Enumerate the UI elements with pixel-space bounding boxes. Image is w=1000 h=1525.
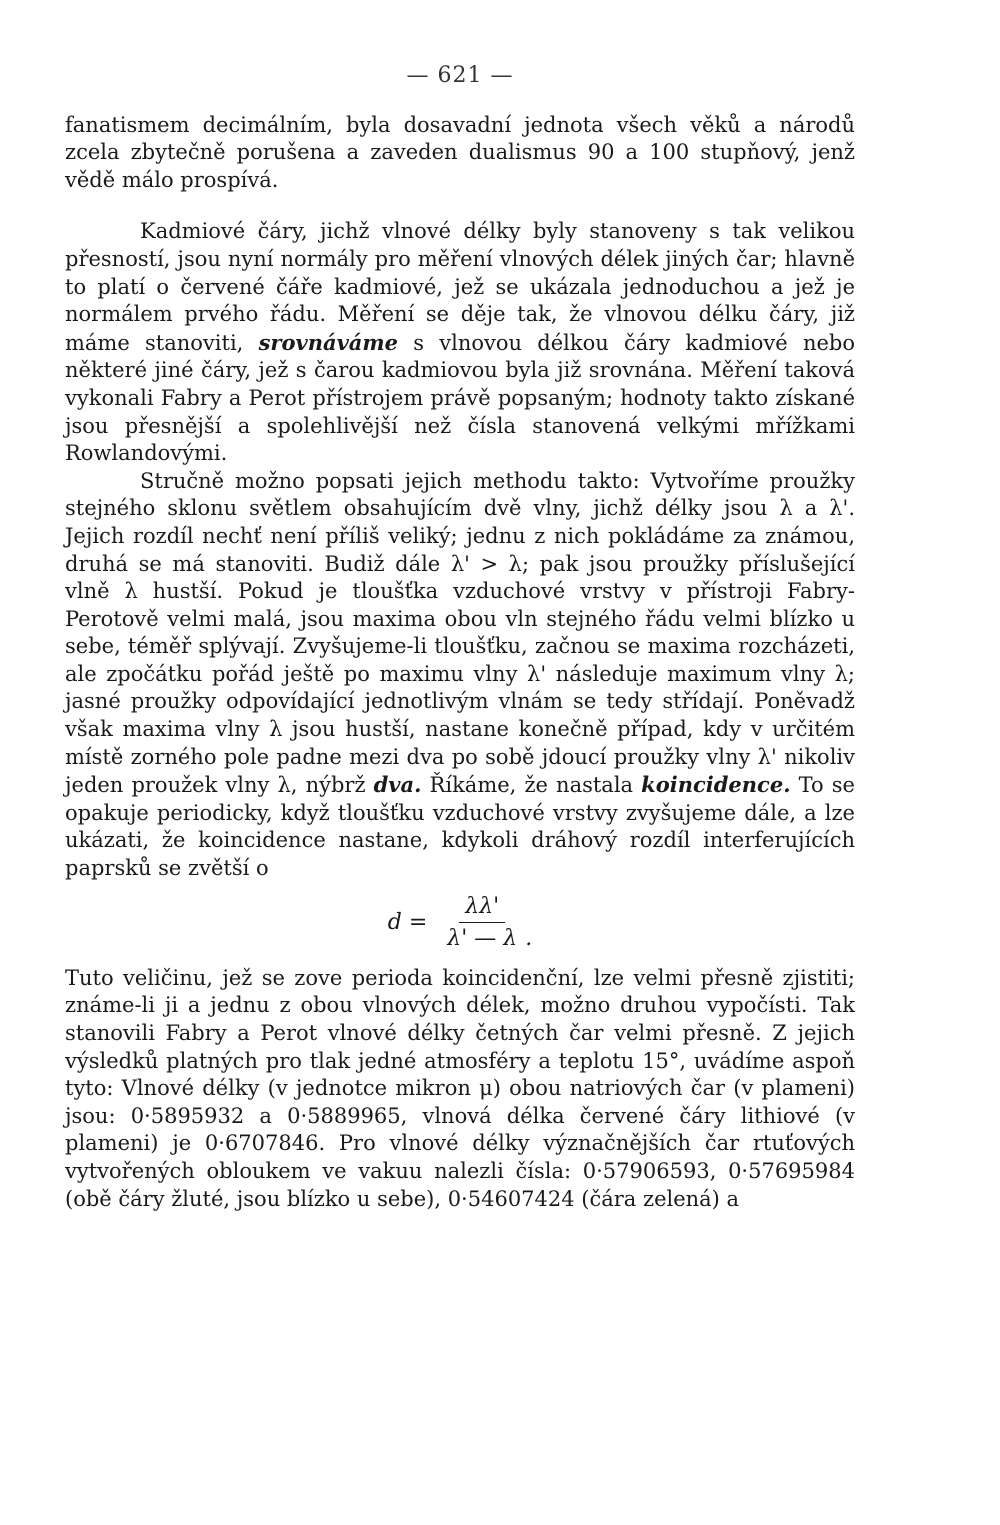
paragraph-2	[65, 218, 855, 467]
formula-lhs: d =	[387, 909, 428, 935]
paragraph-3	[65, 468, 855, 883]
formula-period	[65, 893, 855, 953]
paragraph-3-rest: To se opakuje periodicky, když tloušťku vzduchové vrstvy zvyšujeme dále, a lze ukázati, že koincidence nastane, kdykoli dráhový rozdíl interferujících paprsků se zvětší o	[65, 773, 855, 881]
paragraph-2-emphasis: srovnáváme	[258, 329, 398, 355]
paragraph-1	[65, 112, 855, 195]
paragraph-3-emphasis-koincidence: koincidence.	[641, 772, 791, 798]
paragraph-3-text: Stručně možno popsati jejich methodu takto: Vytvoříme proužky stejného sklonu světlem obsahujícím dvě vlny, jichž délky jsou λ a λ'. Jejich rozdíl nechť není příliš veliký; jednu z nich pokládáme za známou, druhá se má stanoviti. Budiž dále λ' > λ; pak jsou proužky příslušející vlně λ hustší. Pokud je tloušťka vzduchové vrstvy v přístroji Fabry-Perotově velmi malá, jsou maxima obou vln stejného řádu velmi blízko u sebe, téměř splývají. Zvyšujeme-li tloušťku, začnou se maxima rozcházeti, ale zpočátku pořád ještě po maximu vlny λ' následuje maximum vlny λ; jasné proužky odpovídající jednotlivým vlnám se tedy střídají. Poněvadž však maxima vlny λ jsou hustší, nastane konečně případ, kdy v určitém místě zorného pole padne mezi dva po sobě jdoucí proužky vlny λ' nikoliv jeden proužek vlny λ, nýbrž	[65, 468, 855, 798]
paragraph-4	[65, 965, 855, 1213]
formula-period-mark: .	[525, 926, 533, 952]
paragraph-2-rest: s vlnovou délkou čáry kadmiové nebo některé jiné čáry, jež s čarou kadmiovou byla již srovnána. Měření taková vykonali Fabry a Perot přístrojem právě popsaným; hodnoty takto získané jsou přesnější a spolehlivější než čísla stanovená velkými mřížkami Rowlandovými.	[65, 330, 855, 466]
paragraph-3-mid: Říkáme, že nastala	[429, 773, 634, 798]
paragraph-2-text: Kadmiové čáry, jichž vlnové délky byly stanoveny s tak velikou přesností, jsou nyní normály pro měření vlnových délek jiných čar; hlavně to platí o červené čáře kadmiové, jež se ukázala jednoduchou a jež je normálem prvého řádu. Měření se děje tak, že vlnovou délku čáry, již máme stanoviti,	[65, 219, 855, 355]
formula-denominator: λ' — λ	[447, 926, 518, 952]
paragraph-3-emphasis-dva: dva.	[373, 772, 422, 798]
formula-fraction	[441, 893, 523, 953]
formula-numerator: λλ'	[459, 893, 505, 924]
page-number: — 621 —	[406, 63, 514, 88]
paragraph-1-text: fanatismem decimálním, byla dosavadní jednota všech věků a národů zcela zbytečně porušena a zaveden dualismus 90 a 100 stupňový, jenž vědě málo prospívá.	[65, 112, 855, 192]
paragraph-4-text: Tuto veličinu, jež se zove perioda koincidenční, lze velmi přesně zjistiti; známe-li ji a jednu z obou vlnových délek, možno druhou vypočísti. Tak stanovili Fabry a Perot vlnové délky četných čar velmi přesně. Z jejich výsledků platných pro tlak jedné atmosféry a teplotu 15°, uvádíme aspoň tyto: Vlnové délky (v jednotce mikron μ) obou natriových čar (v plameni) jsou: 0·5895932 a 0·5889965, vlnová délka červené čáry lithiové (v plameni) je 0·6707846. Pro vlnové délky význačnějších čar rtuťových vytvořených obloukem ve vakuu nalezli čísla: 0·57906593, 0·57695984 (obě čáry žluté, jsou blízko u sebe), 0·54607424 (čára zelená) a	[65, 965, 855, 1211]
